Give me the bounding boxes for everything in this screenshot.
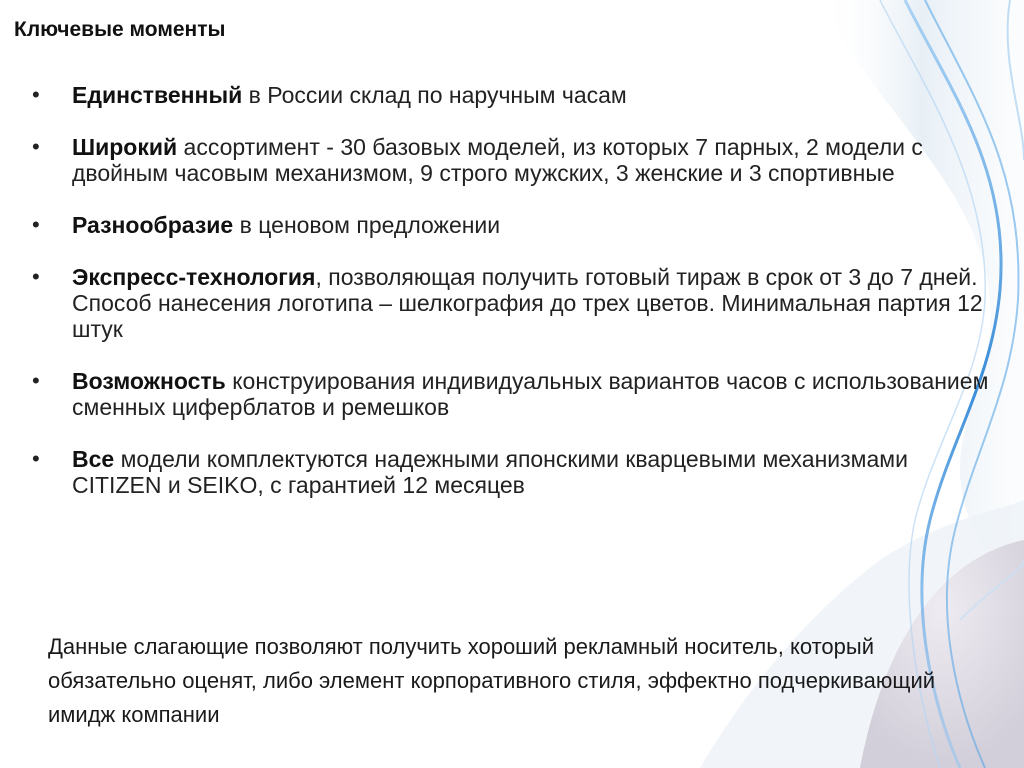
list-item bbox=[0, 82, 1010, 108]
bullet-text: в ценовом предложении bbox=[233, 212, 501, 238]
summary-paragraph: Данные слагающие позволяют получить хороший рекламный носитель, который обязательно оценят, либо элемент корпоративного стиля, эффектно подчеркивающий имидж компании bbox=[48, 634, 936, 727]
bullet-text: в России склад по наручным часам bbox=[242, 82, 627, 108]
bullet-icon: • bbox=[32, 212, 40, 237]
bullet-emphasis: Единственный bbox=[72, 82, 243, 108]
bullet-text: модели комплектуются надежными японскими кварцевыми механизмами CITIZEN и SEIKO, с гарантией 12 месяцев bbox=[72, 446, 908, 498]
bullet-emphasis: Экспресс-технология bbox=[72, 264, 316, 290]
bullet-emphasis: Все bbox=[72, 446, 115, 472]
bullet-emphasis: Широкий bbox=[72, 134, 178, 160]
bullet-icon: • bbox=[32, 134, 40, 159]
bullet-text: конструирования индивидуальных вариантов часов с использованием сменных циферблатов и ремешков bbox=[72, 368, 989, 420]
list-item bbox=[0, 368, 1010, 420]
bullet-emphasis: Возможность bbox=[72, 368, 226, 394]
bullet-text: ассортимент - 30 базовых моделей, из которых 7 парных, 2 модели с двойным часовым механизмом, 9 строго мужских, 3 женские и 3 спортивные bbox=[72, 134, 923, 186]
bullet-icon: • bbox=[32, 82, 40, 107]
bullet-icon: • bbox=[32, 368, 40, 393]
list-item bbox=[0, 446, 1010, 498]
bullet-emphasis: Разнообразие bbox=[72, 212, 234, 238]
slide-title: Ключевые моменты bbox=[14, 18, 226, 41]
key-points-list bbox=[0, 82, 1010, 524]
list-item bbox=[0, 212, 1010, 238]
bullet-text: , позволяющая получить готовый тираж в срок от 3 до 7 дней. Способ нанесения логотипа – шелкография до трех цветов. Минимальная партия 12 штук bbox=[72, 264, 983, 342]
list-item bbox=[0, 264, 1010, 342]
bullet-icon: • bbox=[32, 446, 40, 471]
bullet-icon: • bbox=[32, 264, 40, 289]
list-item bbox=[0, 134, 1010, 186]
